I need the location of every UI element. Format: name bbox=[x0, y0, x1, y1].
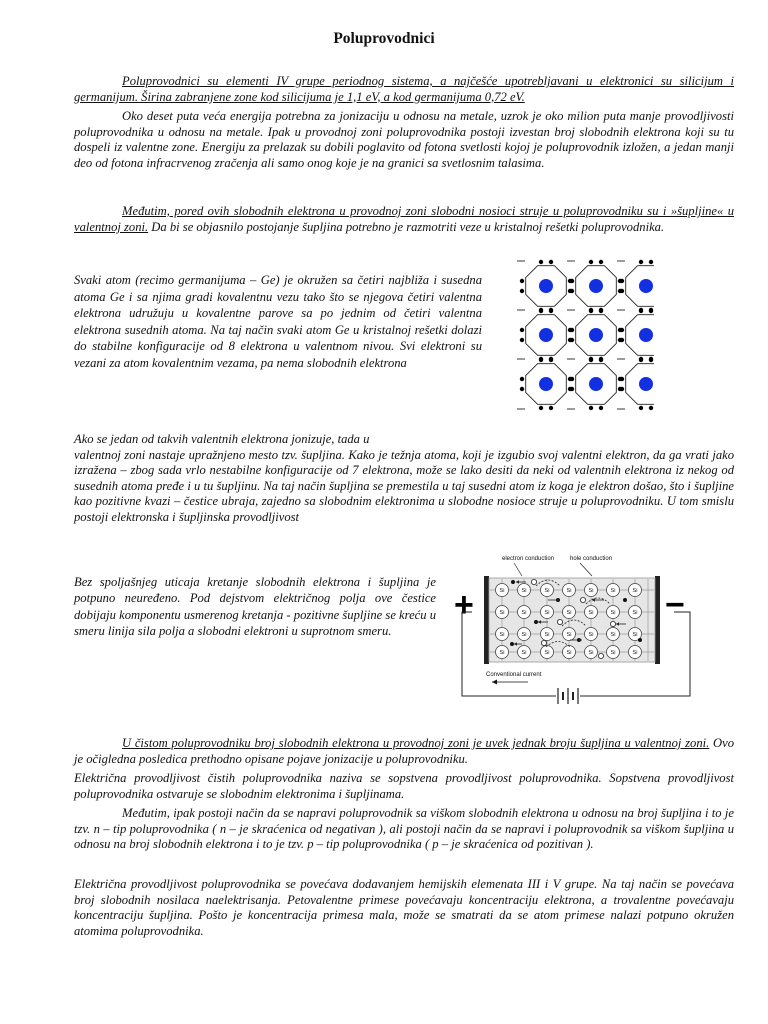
valence-electron-dot bbox=[589, 358, 593, 362]
si-atom bbox=[496, 646, 509, 659]
svg-text:Si: Si bbox=[566, 632, 572, 639]
svg-text:Si: Si bbox=[521, 650, 527, 657]
valence-electron-dot bbox=[639, 260, 643, 264]
paragraph-6: Bez spoljašnjeg uticaja kretanje slobodnih elektrona i šupljina je potpuno neuređeno. Pod dejstvom električnog polja ove čestice dobijaju komponentu usmerenog kretanja - pozitivne šupljine se kreću u smeru linija sila polja a slobodni elektroni u suprotnom smeru. bbox=[74, 575, 436, 638]
svg-text:Si: Si bbox=[588, 650, 594, 657]
label-electron-conduction: electron conduction bbox=[502, 556, 555, 562]
valence-electron-dot bbox=[589, 260, 593, 264]
hole-marker bbox=[610, 621, 615, 626]
hole-marker bbox=[531, 579, 536, 584]
paragraph-4: Svaki atom (recimo germanijuma – Ge) je okružen sa četiri najbliža i susedna atoma Ge i sa njima gradi kovalentnu vezu tako što se njegova četiri valentna elektrona udružuju u kovalentne parove sa po jednim od četiri valentna elektrona susednih atoma. Na taj način svaki atom Ge u kristalnoj rešetki dolazi do stabilne konfiguracije od 8 elektrona u valentnom nivou. Svi elektroni su vezani za atom kovalentnim vezama, pa nema slobodnih elektrona bbox=[74, 273, 482, 370]
valence-electron-dot bbox=[570, 279, 574, 283]
si-atom bbox=[563, 606, 576, 619]
svg-text:Si: Si bbox=[521, 610, 527, 617]
paragraph-10: Električna provodljivost poluprovodnika se povećava dodavanjem hemijskih elemenata III i V grupe. Na taj način se povećava broj slobodnih nosilaca naelektrisanja. Petovalentne primese povećavaju koncentraciju elektrona, a trovalentne povećavaju koncentraciju šupljina. Pošto je koncentracija primesa mala, može se smatrati da se atom primese nalazi potpuno okružen atomima poluprovodnika. bbox=[74, 877, 734, 938]
electron-marker bbox=[534, 620, 538, 624]
valence-electron-dot bbox=[649, 358, 653, 362]
si-atom bbox=[518, 606, 531, 619]
hole-marker bbox=[557, 619, 562, 624]
valence-electron-dot bbox=[520, 387, 524, 391]
valence-electron-dot bbox=[539, 260, 543, 264]
svg-text:Si: Si bbox=[521, 632, 527, 639]
valence-electron-dot bbox=[549, 260, 553, 264]
paragraph-9: Međutim, ipak postoji način da se napravi poluprovodnik sa viškom slobodnih elektrona u odnosu na broj šupljina i to je tzv. n – tip poluprovodnika ( n – je skraćenica od negativan ), ali postoji način da se napravi i poluprovodnik sa viškom šupljina u odnosu na broj slobodnih elektrona i to je tzv. p – tip poluprovodnika ( p – je skraćenica od pozitivan ). bbox=[74, 806, 734, 852]
si-atom bbox=[518, 646, 531, 659]
si-atom bbox=[518, 628, 531, 641]
valence-electron-dot bbox=[599, 406, 603, 410]
valence-electron-dot bbox=[649, 260, 653, 264]
svg-text:Si: Si bbox=[544, 632, 550, 639]
valence-electron-dot bbox=[549, 358, 553, 362]
ge-atom bbox=[589, 279, 603, 293]
si-atom bbox=[496, 628, 509, 641]
si-atom bbox=[563, 646, 576, 659]
valence-electron-dot bbox=[539, 358, 543, 362]
paragraph-1 bbox=[74, 74, 734, 105]
svg-text:Si: Si bbox=[499, 588, 505, 595]
svg-text:Si: Si bbox=[544, 588, 550, 595]
electron-marker bbox=[638, 638, 642, 642]
valence-electron-dot bbox=[639, 358, 643, 362]
plus-sign: + bbox=[454, 586, 474, 624]
valence-electron-dot bbox=[649, 309, 653, 313]
valence-electron-dot bbox=[589, 406, 593, 410]
valence-electron-dot bbox=[639, 309, 643, 313]
svg-text:Si: Si bbox=[632, 632, 638, 639]
paragraph-5 bbox=[74, 432, 734, 526]
hole-marker bbox=[580, 597, 585, 602]
svg-text:Si: Si bbox=[566, 588, 572, 595]
si-atom bbox=[518, 584, 531, 597]
svg-text:Si: Si bbox=[632, 588, 638, 595]
ge-atom bbox=[589, 377, 603, 391]
electron-marker bbox=[511, 580, 515, 584]
ge-atom bbox=[639, 328, 653, 342]
ge-atom bbox=[639, 377, 653, 391]
svg-text:Si: Si bbox=[499, 632, 505, 639]
valence-electron-dot bbox=[520, 279, 524, 283]
si-atom bbox=[541, 646, 554, 659]
valence-electron-dot bbox=[620, 338, 624, 342]
si-atom bbox=[607, 606, 620, 619]
svg-text:Si: Si bbox=[499, 650, 505, 657]
valence-electron-dot bbox=[620, 377, 624, 381]
valence-electron-dot bbox=[520, 289, 524, 293]
ge-atom bbox=[639, 279, 653, 293]
si-atom bbox=[629, 606, 642, 619]
si-atom bbox=[496, 584, 509, 597]
svg-text:Si: Si bbox=[632, 610, 638, 617]
paragraph-1-text: Poluprovodnici su elementi IV grupe periodnog sistema, a najčešće upotrebljavani u elektronici su silicijum i germanijum. Širina zabranjene zone kod silicijuma je 1,1 eV, a kod germanijuma 0,72 eV. bbox=[74, 74, 734, 104]
ge-atom bbox=[589, 328, 603, 342]
valence-electron-dot bbox=[649, 406, 653, 410]
ge-atom bbox=[539, 328, 553, 342]
valence-electron-dot bbox=[599, 260, 603, 264]
valence-electron-dot bbox=[570, 289, 574, 293]
paragraph-7-underlined: U čistom poluprovodniku broj slobodnih elektrona u provodnoj zoni je uvek jednak broju šupljina u valentnoj zoni. bbox=[122, 736, 710, 750]
valence-electron-dot bbox=[520, 338, 524, 342]
si-atom bbox=[541, 584, 554, 597]
si-atom bbox=[541, 606, 554, 619]
valence-electron-dot bbox=[520, 328, 524, 332]
svg-text:electron conduction bbox=[502, 556, 554, 562]
hole-marker bbox=[541, 640, 546, 645]
valence-electron-dot bbox=[639, 406, 643, 410]
crystal-lattice-figure bbox=[502, 244, 654, 426]
paragraph-8: Električna provodljivost čistih poluprovodnika naziva se sopstvena provodljivost poluprovodnika. Sopstvena provodljivost poluprovodnika ostvaruje se slobodnim elektronima i šupljinama. bbox=[74, 771, 734, 801]
paragraph-7 bbox=[74, 736, 734, 767]
valence-electron-dot bbox=[599, 358, 603, 362]
si-atom bbox=[629, 646, 642, 659]
valence-electron-dot bbox=[549, 406, 553, 410]
paragraph-3-rest: Da bi se objasnilo postojanje šupljina potrebno je razmotriti veze u kristalnoj rešetki poluprovodnika. bbox=[148, 219, 665, 234]
valence-electron-dot bbox=[620, 279, 624, 283]
si-atom bbox=[541, 628, 554, 641]
valence-electron-dot bbox=[570, 377, 574, 381]
si-atom bbox=[496, 606, 509, 619]
paragraph-3-underlined: Međutim, pored ovih slobodnih elektrona u provodnoj zoni slobodni nosioci struje u poluprovodniku su i »šupljine« u valentnoj zoni. bbox=[74, 204, 734, 234]
svg-text:Si: Si bbox=[544, 650, 550, 657]
svg-text:Si: Si bbox=[544, 610, 550, 617]
valence-electron-dot bbox=[570, 338, 574, 342]
hole-marker bbox=[598, 653, 603, 658]
valence-electron-dot bbox=[570, 328, 574, 332]
svg-text:hole conduction bbox=[570, 556, 612, 562]
ge-atom bbox=[539, 279, 553, 293]
si-atom bbox=[563, 584, 576, 597]
svg-text:Si: Si bbox=[499, 610, 505, 617]
svg-text:Si: Si bbox=[632, 650, 638, 657]
svg-text:Si: Si bbox=[610, 610, 616, 617]
svg-text:Si: Si bbox=[588, 610, 594, 617]
conduction-diagram bbox=[452, 552, 702, 712]
valence-electron-dot bbox=[539, 406, 543, 410]
electron-marker bbox=[623, 598, 627, 602]
electron-marker bbox=[510, 642, 514, 646]
paragraph-2: Oko deset puta veća energija potrebna za jonizaciju u odnosu na metale, uzrok je oko milion puta manje provodljivosti poluprovodnika u odnosu na metale. Ipak u provodnoj zoni poluprovodnika postoji izvestan broj slobodnih elektrona koji su tu dospeli iz valentne zone. Energiju za prelazak su dobili poglavito od fotona svetlosti kojoj je poluprovodnik izložen, a jedan manji deo od fotona infracrvenog zračenja ali samo onog koje je na granici sa svetlosnim talasima. bbox=[74, 109, 734, 170]
valence-electron-dot bbox=[599, 309, 603, 313]
si-atom bbox=[607, 628, 620, 641]
si-atom bbox=[585, 646, 598, 659]
valence-electron-dot bbox=[620, 387, 624, 391]
page-title: Poluprovodnici bbox=[333, 30, 435, 47]
valence-electron-dot bbox=[620, 289, 624, 293]
svg-text:Si: Si bbox=[521, 588, 527, 595]
si-atom bbox=[585, 584, 598, 597]
si-atom bbox=[563, 628, 576, 641]
ge-atom bbox=[539, 377, 553, 391]
paragraph-5-line1: Ako se jedan od takvih valentnih elektrona jonizuje, tada u bbox=[74, 432, 370, 446]
valence-electron-dot bbox=[539, 309, 543, 313]
svg-text:Si: Si bbox=[610, 588, 616, 595]
paragraph-7-rest: Ovo je očigledna posledica prethodno opisane pojave jonizacije u poluprovodniku. bbox=[74, 736, 734, 766]
paragraph-3 bbox=[74, 204, 734, 235]
svg-text:Si: Si bbox=[610, 650, 616, 657]
si-atom bbox=[585, 628, 598, 641]
valence-electron-dot bbox=[570, 387, 574, 391]
paragraph-5-rest: valentnoj zoni nastaje upražnjeno mesto tzv. šupljina. Kako je težnja atoma, koji je izgubio svoj valentni elektron, da ga vrati jako izražena – zbog sada vrlo nestabilne konfiguracije od 7 elektrona, može se lako desiti da neki od valentnih elektrona iz nekog od susednih atoma pređe i u tu šupljinu. Na taj način šupljina se premestila u taj susedni atom iz koga je elektron došao, što i šupljine kao pozitivne kvazi – čestice ubraja, zajedno sa slobodnim elektronima u slobodne nosioce struje u poluprovodniku. U tom smislu postoji elektronska i šupljinska provodljivost bbox=[74, 447, 734, 524]
si-atom bbox=[629, 584, 642, 597]
svg-text:Si: Si bbox=[588, 632, 594, 639]
si-atom bbox=[607, 584, 620, 597]
valence-electron-dot bbox=[620, 328, 624, 332]
svg-text:Si: Si bbox=[588, 588, 594, 595]
valence-electron-dot bbox=[589, 309, 593, 313]
valence-electron-dot bbox=[520, 377, 524, 381]
si-atom bbox=[585, 606, 598, 619]
si-atom bbox=[607, 646, 620, 659]
label-conventional-current: Conventional current bbox=[486, 672, 542, 678]
svg-text:Si: Si bbox=[610, 632, 616, 639]
label-hole-conduction: hole conduction bbox=[570, 556, 613, 562]
svg-text:Si: Si bbox=[566, 610, 572, 617]
valence-electron-dot bbox=[549, 309, 553, 313]
svg-text:Si: Si bbox=[566, 650, 572, 657]
minus-sign: − bbox=[665, 586, 685, 624]
